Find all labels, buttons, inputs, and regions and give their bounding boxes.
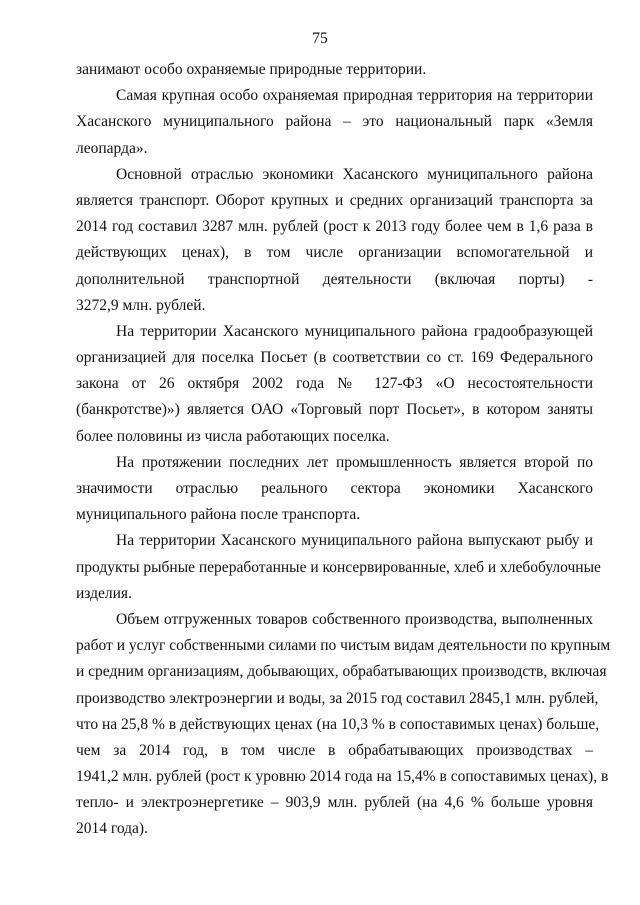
- text-line: (банкротстве)») является ОАО «Торговый порт Посьет», в котором заняты: [76, 401, 593, 419]
- text-line: Хасанского муниципального района – это национальный парк «Земля: [76, 113, 593, 131]
- paragraph-largest-protected-area: [76, 83, 593, 162]
- paragraph-products: [76, 528, 601, 607]
- text-line: и средним организациям, добывающих, обрабатывающих производств, включая: [76, 663, 607, 681]
- text-line: Самая крупная особо охраняемая природная территория на территории: [116, 87, 593, 105]
- paragraph-shipped-goods: [76, 607, 611, 843]
- text-line: На территории Хасанского муниципального района градообразующей: [116, 322, 593, 340]
- text-line: продукты рыбные переработанные и консервированные, хлеб и хлебобулочные: [76, 558, 601, 576]
- page-number: 75: [312, 30, 328, 47]
- text-line: На протяжении последних лет промышленность является второй по: [116, 453, 593, 471]
- text-line: чем за 2014 год, в том числе в обрабатывающих производствах –: [76, 741, 593, 759]
- text-line: муниципального района после транспорта.: [76, 506, 361, 524]
- text-line: Объем отгруженных товаров собственного производства, выполненных: [116, 610, 593, 628]
- text-line: Основной отраслью экономики Хасанского муниципального района: [116, 165, 593, 183]
- text-line: что на 25,8 % в действующих ценах (на 10,3 % в сопоставимых ценах) больше,: [76, 715, 600, 733]
- text-line: дополнительной транспортной деятельности (включая порты) -: [76, 270, 593, 288]
- body-text: [76, 57, 611, 843]
- text-line: 2014 год составил 3287 млн. рублей (рост к 2013 году более чем в 1,6 раза в: [76, 218, 593, 236]
- paragraph-continuation: [76, 57, 593, 83]
- paragraph-industry: [76, 450, 593, 529]
- text-line: 3272,9 млн. рублей.: [76, 296, 206, 314]
- text-line: является транспорт. Оборот крупных и средних организаций транспорта за: [76, 191, 593, 209]
- text-line: организацией для поселка Посьет (в соответствии со ст. 169 Федерального: [76, 349, 593, 367]
- text-line: действующих ценах), в том числе организации вспомогательной и: [76, 244, 593, 262]
- text-line: На территории Хасанского муниципального района выпускают рыбу и: [116, 532, 593, 550]
- paragraph-posyet-port: [76, 319, 593, 450]
- text-line: более половины из числа работающих поселка.: [76, 427, 390, 445]
- text-line: работ и услуг собственными силами по чистым видам деятельности по крупным: [76, 637, 611, 655]
- paragraph-transport: [76, 162, 593, 319]
- text-line: значимости отраслью реального сектора экономики Хасанского: [76, 480, 593, 497]
- text-line: занимают особо охраняемые природные территории.: [76, 61, 427, 78]
- text-line: производство электроэнергии и воды, за 2015 год составил 2845,1 млн. рублей,: [76, 689, 599, 707]
- text-line: 2014 года).: [76, 820, 148, 838]
- text-line: тепло- и электроэнергетике – 903,9 млн. рублей (на 4,6 % больше уровня: [76, 794, 593, 812]
- text-line: леопарда».: [76, 139, 148, 157]
- text-line: 1941,2 млн. рублей (рост к уровню 2014 года на 15,4% в сопоставимых ценах), в: [76, 768, 609, 786]
- text-line: закона от 26 октября 2002 года № 127-ФЗ «О несостоятельности: [76, 375, 593, 393]
- text-line: изделия.: [76, 584, 132, 602]
